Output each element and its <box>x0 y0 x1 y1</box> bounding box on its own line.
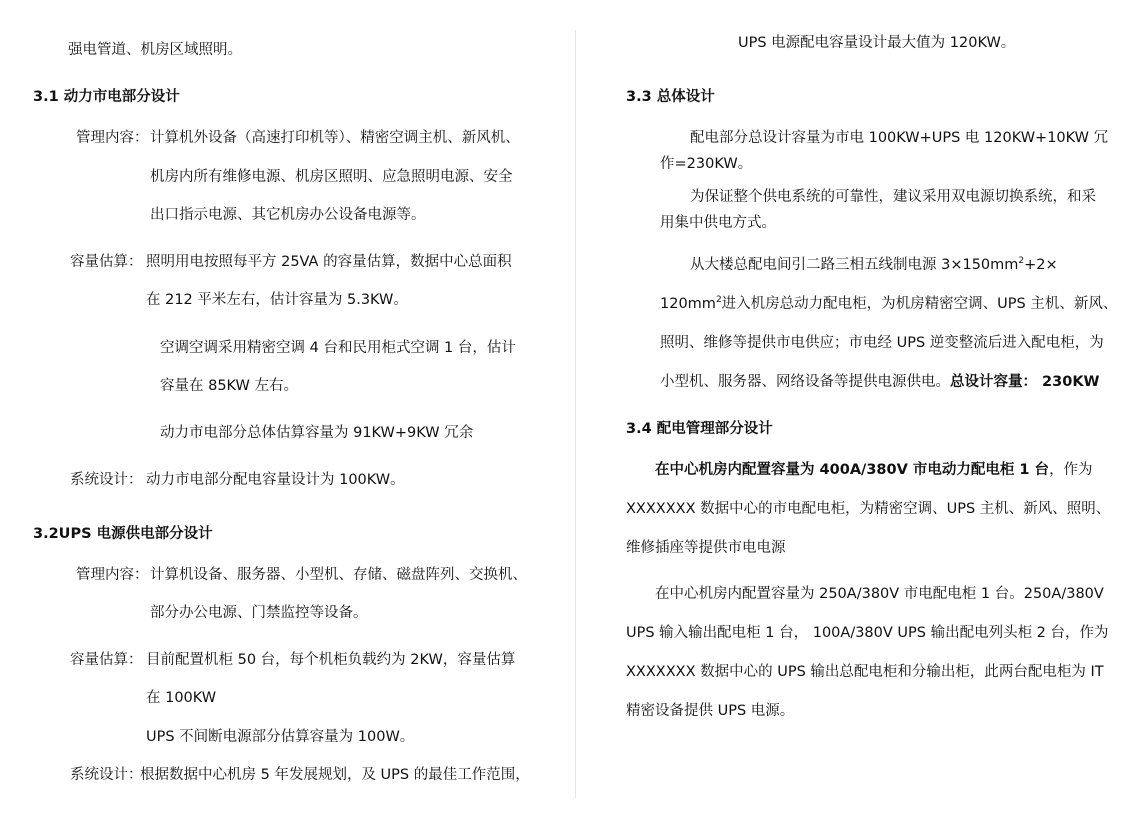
section-heading-3-1: 3.1 动力市电部分设计 <box>33 89 180 105</box>
section-heading-3-3: 3.3 总体设计 <box>626 89 715 105</box>
text-run: 120mm <box>660 296 716 312</box>
text-line: 容量在 85KW 左右。 <box>160 378 298 394</box>
text-line: 为保证整个供电系统的可靠性，建议采用双电源切换系统，和采 <box>690 189 1096 205</box>
text-line <box>690 255 1058 275</box>
section-heading-3-2: 3.2UPS 电源供电部分设计 <box>33 526 213 542</box>
text-line: XXXXXXX 数据中心的市电配电柜，为精密空调、UPS 主机、新风、照明、 <box>626 501 1111 517</box>
text-line: 计算机设备、服务器、小型机、存储、磁盘阵列、交换机、 <box>150 567 527 583</box>
text-line: 动力市电部分配电容量设计为 100KW。 <box>146 472 405 488</box>
text-line: 出口指示电源、其它机房办公设备电源等。 <box>150 207 426 223</box>
text-line: 照明、维修等提供市电供应；市电经 UPS 逆变整流后进入配电柜，为 <box>660 335 1104 351</box>
text-line: 配电部分总设计容量为市电 100KW+UPS 电 120KW+10KW 冗 <box>690 130 1109 146</box>
text-line: 计算机外设备（高速打印机等）、精密空调主机、新风机、 <box>150 130 520 146</box>
text-line: 空调空调采用精密空调 4 台和民用柜式空调 1 台，估计 <box>160 340 516 356</box>
superscript: 2 <box>715 295 722 305</box>
text-line: 在 100KW <box>146 690 217 706</box>
field-label: 管理内容： <box>76 130 149 146</box>
text-line: 目前配置机柜 50 台，每个机柜负载约为 2KW，容量估算 <box>146 652 516 668</box>
text-run: ，作为 <box>1049 462 1093 478</box>
field-label: 系统设计： <box>70 767 143 783</box>
text-line: 在中心机房内配置容量为 250A/380V 市电配电柜 1 台。250A/380V <box>655 586 1104 602</box>
text-line <box>660 294 1117 314</box>
column-divider <box>575 30 576 798</box>
bold-text: 总设计容量： 230KW <box>950 374 1100 390</box>
text-line: 机房内所有维修电源、机房区照明、应急照明电源、安全 <box>150 169 513 185</box>
field-label: 容量估算： <box>70 652 143 668</box>
text-line <box>660 372 1100 392</box>
text-line: XXXXXXX 数据中心的 UPS 输出总配电柜和分输出柜，此两台配电柜为 IT <box>626 664 1104 680</box>
text-line: 照明用电按照每平方 25VA 的容量估算，数据中心总面积 <box>146 254 512 270</box>
text-line <box>655 460 1093 480</box>
bold-text: 在中心机房内配置容量为 400A/380V 市电动力配电柜 1 台 <box>655 462 1050 478</box>
text-line: 精密设备提供 UPS 电源。 <box>626 703 795 719</box>
text-line: 根据数据中心机房 5 年发展规划，及 UPS 的最佳工作范围， <box>140 767 530 783</box>
field-label: 系统设计： <box>70 472 143 488</box>
text-run: 小型机、服务器、网络设备等提供电源供电。 <box>660 374 950 390</box>
text-line: UPS 不间断电源部分估算容量为 100W。 <box>146 729 415 745</box>
text-line: 作=230KW。 <box>660 156 753 172</box>
text-run: 从大楼总配电间引二路三相五线制电源 3×150mm <box>690 257 1019 273</box>
superscript: 2 <box>1018 256 1025 266</box>
section-heading-3-4: 3.4 配电管理部分设计 <box>626 421 773 437</box>
field-label: 容量估算： <box>70 254 143 270</box>
text-line: UPS 电源配电容量设计最大值为 120KW。 <box>738 35 1016 51</box>
field-label: 管理内容： <box>76 567 149 583</box>
text-line: 动力市电部分总体估算容量为 91KW+9KW 冗余 <box>160 425 474 441</box>
text-line: 强电管道、机房区域照明。 <box>68 42 242 58</box>
text-line: UPS 输入输出配电柜 1 台， 100A/380V UPS 输出配电列头柜 2 台，作为 <box>626 625 1109 641</box>
text-run: +2× <box>1024 257 1058 273</box>
text-line: 用集中供电方式。 <box>660 215 776 231</box>
text-line: 维修插座等提供市电电源 <box>626 540 786 556</box>
text-line: 在 212 平米左右，估计容量为 5.3KW。 <box>146 292 408 308</box>
text-run: 进入机房总动力配电柜，为机房精密空调、UPS 主机、新风、 <box>721 296 1118 312</box>
text-line: 部分办公电源、门禁监控等设备。 <box>150 605 368 621</box>
